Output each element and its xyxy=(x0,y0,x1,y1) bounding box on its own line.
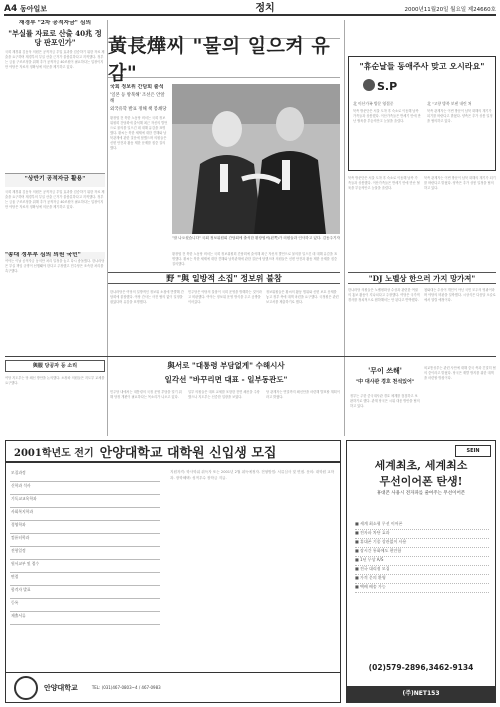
list-item: ■ 전자파 차단 효과 xyxy=(355,530,489,539)
dj-col1: 한나라당 의원들은 노벨평화상 수상과 관련한 여권의 홍보 활동이 지나치다고 주장했다. 여당은 국가적 경사를 정치적으로 폄하해서는 안 된다고 반박했다. xyxy=(348,288,420,302)
left-article-headline: "부실률 자료로 산출 40兆 정당 판포인가" xyxy=(8,29,102,47)
earphone-footer: (주)NET153 xyxy=(347,686,495,702)
university-contact: TEL: (031)467-0803~4 / 467-0983 xyxy=(91,684,161,690)
university-ad-body xyxy=(10,469,336,669)
university-logo-icon xyxy=(14,676,38,700)
dj-headline: "DJ 노벨상 한으러 가지 망가져" xyxy=(348,272,496,284)
issue-date: 2000년11월20일 월요일 제24660호 xyxy=(404,7,496,13)
photo-caption xyxy=(172,236,340,252)
table-row: 모집과정 xyxy=(10,469,160,482)
left-article2-body: 여야는 이날 공적자금 동의안 처리 일정을 놓고 다시 충돌했다. 한나라당은 부실 책임 규명이 선행돼야 한다고 주장했고 민주당은 조속한 처리를 촉구했다. xyxy=(5,259,105,273)
main-sub2: '일본 등 방북해' 조선은 안알해 xyxy=(110,93,165,104)
university-ad-footer xyxy=(6,672,340,702)
side-text: 정부는 주한 중국대사관 경호 체계를 점검하고 보완하기로 했다. 관계 당국은 시위 대응 방안을 협의하고 있다. xyxy=(350,394,420,408)
column-rule xyxy=(344,20,345,436)
feature-box-title: "휴순날들 동애주사 맞고 오시라요" xyxy=(359,61,485,71)
side-head1: '무이 쓰해' xyxy=(368,366,402,375)
feature-text2: 북측 관계자는 이번 방문이 남북 화해의 계기가 되기를 바란다고 밝혔다. 양측은 추가 상봉 일정을 협의하고 있다. xyxy=(427,109,493,123)
low-headline1: 與서로 "대통령 부담없게" 수해시사 xyxy=(167,361,285,370)
low-headline xyxy=(110,360,342,384)
side-head2: "中 대사관 경호 천석있어" xyxy=(355,379,415,385)
main-photo xyxy=(172,84,340,234)
feature-box xyxy=(348,56,496,171)
right-column-text2: 북측 관계자는 이번 방문이 남북 화해의 계기가 되기를 바란다고 밝혔다. 양측은 추가 상봉 일정을 협의하고 있다. xyxy=(424,176,496,190)
table-row: 경영학과 xyxy=(10,521,160,534)
table-row: 합격자 발표 xyxy=(10,586,160,599)
table-row: 원서교부 및 접수 xyxy=(10,560,160,573)
university-ad-year: 2001학년도 전기 xyxy=(14,447,94,459)
list-item: ■ 세계 최소형 무선 이어폰 xyxy=(355,521,489,530)
low-box-label: 與服 당공자 등 소리 xyxy=(5,360,105,372)
list-item: ■ 1년 무상 A/S xyxy=(355,557,489,566)
list-item: ■ 휴대폰 기종 상관없이 사용 xyxy=(355,539,489,548)
table-row: 기독교교육학과 xyxy=(10,495,160,508)
photo-credit: 김동주기자 xyxy=(322,236,340,240)
feature-text1: 북측 방문단은 서울 도착 후 숙소로 이동해 남측 가족들과 상봉했다. 이산가족들은 반세기 만에 만난 혈육을 부둥켜안고 눈물을 흘렸다. xyxy=(353,109,421,123)
left-article-box xyxy=(5,173,105,187)
main-body-cont: 황장엽 전 북한 노동당 비서는 국회 정보위원회 간담회에 출석해 최근 자신의 발언으로 물의를 일으킨 데 대해 유감을 표명했다. 황씨는 북한 체제에 대한 견해와 남북관계에 관한 질문에 답했으며 의원들은 신변 안전과 활동 제한 문제를 집중 질의했다. xyxy=(172,252,338,266)
main-headline: 黃長燁씨 "물의 일으켜 유감" xyxy=(108,38,340,78)
main-body: 황장엽 전 북한 노동당 비서는 국회 정보위원회 간담회에 출석해 최근 자신의 발언으로 물의를 일으킨 데 대해 유감을 표명했다. 황씨는 북한 체제에 대한 견해와 남북관계에 관한 질문에 답했으며 의원들은 신변 안전과 활동 제한 문제를 집중 질의했다. xyxy=(110,115,168,150)
sp-logo-icon xyxy=(361,75,401,97)
dj-col2: 청와대는 수상이 개인이 아닌 국민 모두의 영광이라며 야당의 비판을 일축했다. 시상식은 다음달 오슬로에서 열릴 예정이다. xyxy=(424,288,496,302)
feature-item1-label: 北 이산가족 방문 영접중 xyxy=(353,101,394,106)
list-item: ■ 장시간 통화에도 편안함 xyxy=(355,548,489,557)
mid-col1: 한나라당은 여당의 일방적인 정보위 소집에 반발해 간담회에 불참했다. 야당 간사는 사전 협의 없이 일정을 잡았다며 유감을 표명했다. xyxy=(110,290,184,304)
side-text2: 외교통상부는 관련 사안에 대해 중국 측과 긴밀히 협의 중이라고 밝혔다. 당국은 재발 방지를 위한 대책을 마련할 방침이다. xyxy=(424,366,496,380)
university-ad-header xyxy=(6,441,340,463)
main-sub1: 국회 정보위 간담회 출석 xyxy=(110,84,164,90)
table-row: 신학과 석사 xyxy=(10,482,160,495)
side-column xyxy=(350,366,420,391)
low-col2: 일부 의원들은 대표 교체를 포함한 전면 쇄신을 주장했으나 지도부는 신중한 입장을 보였다. xyxy=(188,390,260,399)
left-article2 xyxy=(5,252,105,360)
low-headline2: 일각선 "바꾸리면 대표 - 일부동관도" xyxy=(164,375,288,384)
feature-item2-label: 北 "고향 방북 보낸 내린 쳐 xyxy=(427,101,472,106)
main-sub3: 외국유학 발표 정해 책 봉쇄당 xyxy=(110,107,167,112)
earphone-feature-list xyxy=(355,521,489,631)
left-article-box-label: "상반기 공적자금 활용" xyxy=(24,176,86,182)
low-col1: 민주당 내에서는 대통령의 국정 운영 부담을 덜기 위해 당정 개편이 필요하다는 목소리가 나오고 있다. xyxy=(110,390,182,399)
university-ad-table xyxy=(10,469,160,639)
earphone-headline1: 세계최초, 세계최소 xyxy=(374,459,468,472)
university-ad-details: 지원자격: 학사학위 취득자 또는 2001년 2월 취득예정자. 전형방법: 서류심사 및 면접. 문의: 대학원 교학과. 장학혜택: 성적우수 장학금 지급. xyxy=(170,470,335,480)
right-column-text: 북측 방문단은 서울 도착 후 숙소로 이동해 남측 가족들과 상봉했다. 이산가족들은 반세기 만에 만난 혈육을 부둥켜안고 눈물을 흘렸다. xyxy=(348,176,420,190)
earphone-ad xyxy=(346,440,496,703)
section-title: 정치 xyxy=(255,3,275,14)
low-col3: 당 관계자는 연말까지 쇄신안을 마련해 발표할 계획이라고 밝혔다. xyxy=(266,390,340,399)
photo-caption-text: "잘 나오셨습니다" 국회 정보위원회 간담회에 출석한 황장엽씨(왼쪽)가 의원들과 인사하고 있다. xyxy=(172,236,322,240)
earphone-headline2: 무선이어폰 탄생! xyxy=(379,475,463,488)
section-rule xyxy=(5,356,496,357)
table-row: 제출서류 xyxy=(10,612,160,625)
list-item: ■ 전국 대리점 모집 xyxy=(355,566,489,575)
left-article-kicker: 재경부 "2차 공적자금" 심의 xyxy=(18,20,92,26)
table-row: 사회복지학과 xyxy=(10,508,160,521)
list-item: ■ 가격 문의 환영 xyxy=(355,575,489,584)
mid-col2: 민주당은 야당의 불참이 국회 운영을 방해하는 것이라고 비판했다. 여야는 정보위 운영 방식을 두고 공방을 이어갔다. xyxy=(188,290,262,304)
masthead xyxy=(4,2,496,16)
university-ad-title: 안양대학교 대학원 신입생 모집 xyxy=(99,445,277,461)
table-row: 면접 xyxy=(10,573,160,586)
svg-text:S.P: S.P xyxy=(377,80,398,93)
earphone-phone: (02)579-2896,3462-9134 xyxy=(368,663,474,672)
list-item: ■ 택배 배송 가능 xyxy=(355,584,489,593)
left-article-body: 국회 재경위 김동욱 의원은 공적자금 투입 효과를 검증하기 위한 자료 제출을 요구하며 재경부의 부실 산출 근거가 불충분하다고 지적했다. 정부는 금융 구조조정을 위해 추가 공적자금 40조원이 필요하다는 입장이지만 야당은 자료의 정확성에 의문을 제기하고 있다. xyxy=(5,50,105,69)
main-article-lead xyxy=(110,84,168,269)
low-left-text: 여당 지도부는 당 쇄신 방안을 논의했다. 소장파 의원들은 지도부 교체를 요구했다. xyxy=(5,376,105,385)
mid-headline: 野 "與 일방적 소집" 정보위 불참 xyxy=(108,272,340,284)
table-row: 전형일정 xyxy=(10,547,160,560)
page-number: A4 xyxy=(4,4,18,14)
table-row: 컴퓨터학과 xyxy=(10,534,160,547)
left-article-body-cont: 국회 재경위 김동욱 의원은 공적자금 투입 효과를 검증하기 위한 자료 제출을 요구하며 재경부의 부실 산출 근거가 불충분하다고 지적했다. 정부는 금융 구조조정을 위해 추가 공적자금 40조원이 필요하다는 입장이지만 야당은 자료의 정확성에 의문을 제기하고 있다. xyxy=(5,190,105,209)
university-ad xyxy=(5,440,341,703)
university-name: 안양대학교 xyxy=(44,682,78,692)
table-row: 등록 xyxy=(10,599,160,612)
earphone-brand: SEIN xyxy=(455,445,491,457)
paper-name: 동아일보 xyxy=(20,5,48,13)
mid-col3: 정보위원들은 황씨의 활동 범위와 신변 보호 문제를 놓고 정부 측에 대책 마련을 요구했다. 국정원은 관련 보고서를 제출하기로 했다. xyxy=(266,290,339,304)
left-article2-label: "송대 정부부 심의 의원 국민" xyxy=(5,252,105,259)
earphone-sub: 휴대폰 사용시 전자파를 줄여주는 무선이어폰 xyxy=(376,491,466,496)
